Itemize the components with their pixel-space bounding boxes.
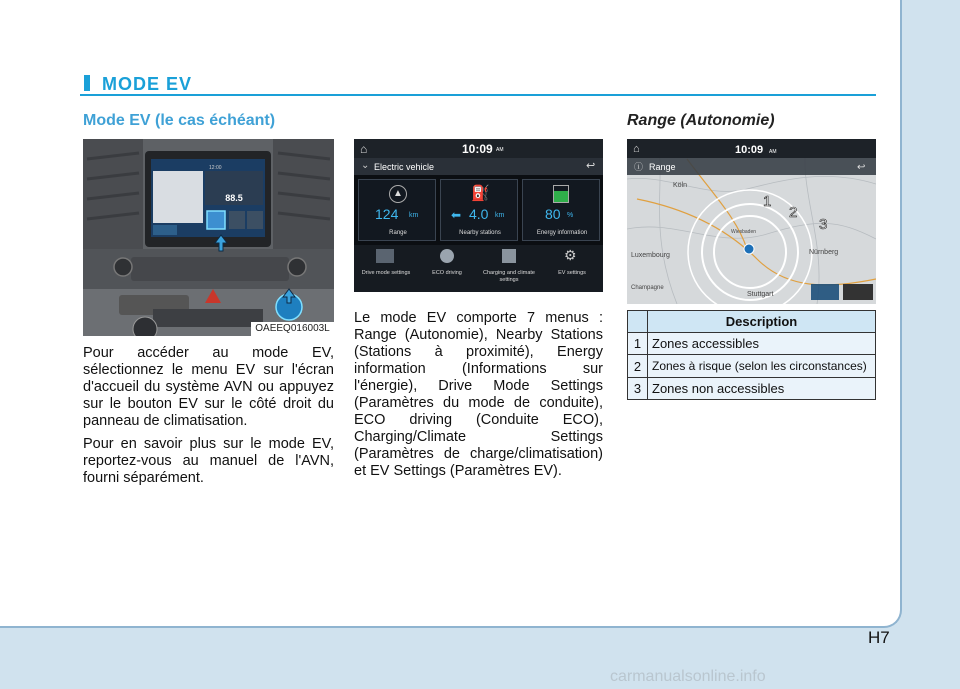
range-tile — [358, 179, 436, 241]
charge-climate-icon — [502, 249, 516, 263]
screen-time: 10:09 — [462, 142, 493, 156]
dashboard-photo — [83, 139, 334, 336]
battery-icon — [553, 185, 569, 203]
place-luxembourg: Luxembourg — [631, 252, 670, 259]
marker-1: 1 — [763, 193, 772, 210]
menu-charging-climate: Charging and climate settings — [483, 270, 535, 283]
header-title: MODE EV — [102, 74, 193, 94]
menu-eco-driving: ECO driving — [432, 270, 462, 276]
row-text: Zones non accessibles — [648, 378, 876, 400]
table-row — [628, 333, 876, 355]
photo-caption: OAEEQ016003L — [251, 322, 334, 336]
row-number: 1 — [628, 333, 648, 355]
energy-unit: % — [567, 212, 574, 219]
right-section-title: Range (Autonomie) — [627, 112, 775, 129]
map-home-icon: ⌂ — [633, 143, 640, 155]
left-paragraph-1: Pour accéder au mode EV, sélectionnez le menu EV sur l'écran d'accueil du système AVN ou appuyez sur le bouton EV sur le côté droit du panneau de climatisation. — [83, 345, 334, 429]
back-icon: ↩ — [586, 160, 596, 172]
left-body-text — [83, 345, 334, 493]
menu-drive-mode: Drive mode settings — [361, 270, 411, 276]
energy-value: 80 — [545, 206, 561, 222]
place-nurnberg: Nürnberg — [809, 249, 839, 256]
table-num-header — [628, 311, 648, 333]
marker-2: 2 — [789, 204, 798, 221]
place-champagne: Champagne — [631, 285, 664, 291]
charging-station-icon: ⛽ — [471, 185, 490, 202]
dashboard-illustration — [83, 139, 334, 336]
eco-icon — [440, 249, 454, 263]
place-stuttgart: Stuttgart — [747, 291, 774, 298]
place-koln: Köln — [673, 182, 688, 189]
row-number: 3 — [628, 378, 648, 400]
energy-label: Energy information — [536, 230, 588, 236]
map-title: Range — [649, 162, 676, 172]
map-time: 10:09 — [735, 144, 764, 156]
marker-3: 3 — [819, 216, 828, 233]
place-wiesbaden: Wiesbaden — [731, 229, 757, 235]
arrow-left-icon: ⬅ — [451, 208, 462, 222]
header-rule — [80, 94, 876, 96]
stations-value: 4.0 — [469, 206, 489, 222]
range-value: 124 — [375, 206, 399, 222]
gear-icon: ⚙ — [564, 247, 577, 263]
menu-ev-settings: EV settings — [558, 270, 586, 276]
table-row — [628, 355, 876, 378]
section-header — [80, 68, 876, 98]
info-icon: ⓘ — [634, 162, 644, 172]
range-label: Range — [389, 230, 407, 236]
left-paragraph-2: Pour en savoir plus sur le mode EV, reportez-vous au manuel de l'AVN, fourni séparément. — [83, 436, 334, 486]
description-table — [627, 310, 876, 400]
energy-tile — [522, 179, 600, 241]
radio-time: 12:00 — [209, 165, 222, 171]
row-number: 2 — [628, 355, 648, 378]
row-text: Zones accessibles — [648, 333, 876, 355]
compass-icon: ▲ — [389, 185, 407, 203]
middle-body-text: Le mode EV comporte 7 menus : Range (Autonomie), Nearby Stations (Stations à proximité), Energy information (Informations sur l'énergie), Drive Mode Settings (Paramètres du mode de conduite), ECO driving (Conduite ECO), Charging/Climate Settings (Paramètres de charge/climatisation) et EV Settings (Paramètres EV). — [354, 310, 603, 479]
stations-unit: km — [495, 212, 505, 219]
row-text: Zones à risque (selon les circonstances) — [648, 355, 876, 378]
stations-tile — [440, 179, 518, 241]
drive-mode-icon — [376, 249, 394, 263]
home-icon: ⌂ — [360, 142, 368, 156]
map-time-suffix: AM — [769, 149, 777, 155]
screen-time-suffix: AM — [496, 147, 504, 153]
map-back-icon: ↩ — [857, 162, 866, 173]
ev-screen-image — [354, 139, 603, 292]
table-header: Description — [648, 311, 876, 333]
range-map-image — [627, 139, 876, 304]
range-unit: km — [409, 212, 419, 219]
page-number: H7 — [868, 628, 890, 647]
table-row — [628, 378, 876, 400]
header-accent-bar — [84, 75, 90, 91]
left-section-title: Mode EV (le cas échéant) — [83, 112, 276, 129]
radio-frequency: 88.5 — [225, 193, 243, 203]
screen-title: Electric vehicle — [374, 162, 435, 172]
chevron-down-icon: ⌄ — [361, 160, 370, 171]
watermark: carmanualsonline.info — [610, 668, 766, 685]
stations-label: Nearby stations — [459, 230, 501, 236]
range-map-illustration — [627, 139, 876, 304]
